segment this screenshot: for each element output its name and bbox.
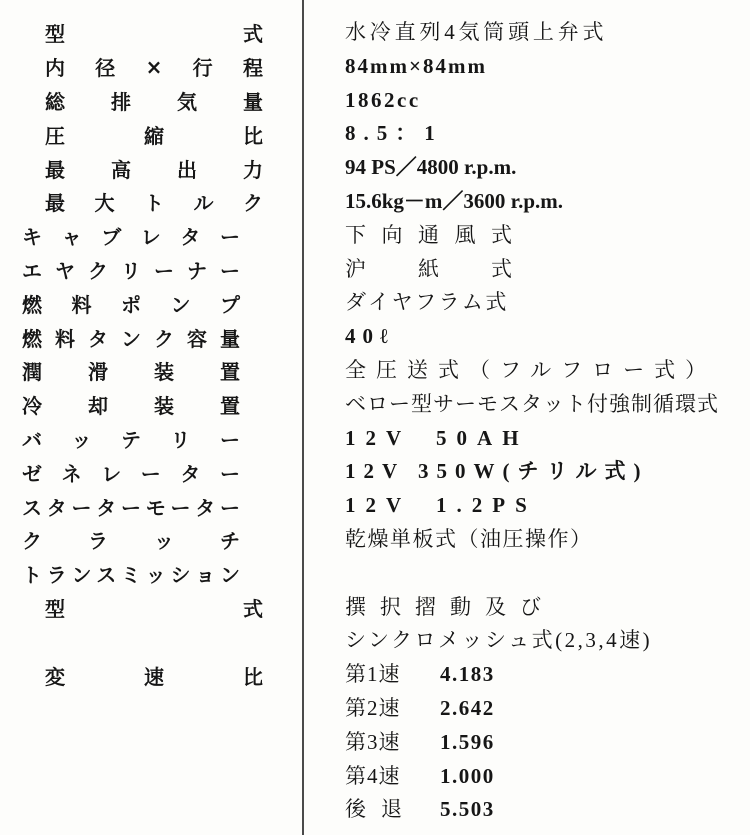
spec-value: 15.6kg－m／3600 r.p.m.: [345, 188, 563, 213]
spec-value: 12V 350W(チリル式): [345, 459, 649, 484]
spec-label: 燃 料 ポ ン プ: [22, 292, 240, 317]
spec-row: [0, 523, 750, 557]
gear-ratio-row: [0, 760, 750, 794]
spec-label: エ ヤ ク リ ー ナ ー: [22, 258, 240, 283]
spec-value: 全圧送式（フルフロー式）: [345, 357, 717, 382]
spec-row: [0, 84, 750, 118]
gear-ratio-value: 1.596: [440, 729, 495, 754]
gear-name: 第3速: [345, 729, 401, 754]
gear-ratio-row: [0, 793, 750, 827]
spec-row: [0, 253, 750, 287]
gear-ratio-value: 1.000: [440, 763, 495, 788]
spec-row: [0, 286, 750, 320]
spec-value: 40ℓ: [345, 324, 395, 349]
spec-label: 総 排 気 量: [45, 89, 263, 114]
spec-label: 潤 滑 装 置: [22, 360, 240, 385]
transmission-type-label: 型 式: [45, 596, 263, 621]
spec-label: ス タ ー タ ー モ ー タ ー: [22, 495, 240, 520]
spec-label: 冷 却 装 置: [22, 394, 240, 419]
transmission-type-row: [0, 624, 750, 658]
spec-row: [0, 50, 750, 84]
spec-row: [0, 354, 750, 388]
spec-value: 12V 50AH: [345, 425, 529, 450]
spec-row: [0, 455, 750, 489]
gear-ratio-value: 5.503: [440, 797, 495, 822]
spec-row: [0, 185, 750, 219]
transmission-label: ト ラ ン ス ミ ッ シ ョ ン: [22, 563, 240, 588]
spec-table: [0, 16, 750, 827]
spec-value: ダイヤフラム式: [345, 290, 509, 315]
gear-name: 第1速: [345, 662, 401, 687]
spec-row: [0, 320, 750, 354]
spec-value: 1862cc: [345, 87, 421, 112]
spec-label: 内 径 × 行 程: [45, 54, 263, 81]
transmission-type-value: シンクロメッシュ式(2,3,4速): [345, 628, 653, 653]
gear-ratio-row: [0, 692, 750, 726]
transmission-row: [0, 557, 750, 591]
gear-ratio-row: [0, 726, 750, 760]
spec-value: 水冷直列4気筒頭上弁式: [345, 20, 608, 44]
spec-value: 94 PS／4800 r.p.m.: [345, 155, 517, 180]
spec-row: [0, 151, 750, 185]
spec-value: 12V 1.2PS: [345, 493, 537, 518]
spec-value: 沪 紙 式: [345, 256, 512, 281]
gear-ratio-row: [0, 658, 750, 692]
spec-row: [0, 489, 750, 523]
gear-ratio-value: 4.183: [440, 662, 495, 687]
gear-name: 第4速: [345, 763, 401, 788]
spec-value: ベロー型サーモスタット付強制循環式: [345, 391, 719, 416]
spec-label: 燃 料 タ ン ク 容 量: [22, 326, 240, 351]
spec-row: [0, 422, 750, 456]
spec-row: [0, 388, 750, 422]
spec-value: 8.5：1: [345, 121, 443, 146]
spec-label: バ ッ テ リ ー: [22, 427, 240, 452]
spec-label: 型 式: [45, 22, 263, 47]
spec-row: [0, 16, 750, 50]
gear-name: 第2速: [345, 695, 401, 720]
spec-label: 圧 縮 比: [45, 123, 263, 148]
spec-value: 84mm×84mm: [345, 53, 487, 78]
spec-label: ク ラ ッ チ: [22, 529, 240, 554]
gear-name: 後 退: [345, 797, 402, 822]
spec-value: 下 向 通 風 式: [345, 222, 512, 247]
spec-value: 乾燥単板式（油圧操作）: [345, 526, 593, 551]
spec-row: [0, 117, 750, 151]
gear-ratio-value: 2.642: [440, 695, 495, 720]
spec-label: 最 大 ト ル ク: [45, 191, 263, 216]
transmission-type-value: 撰択摺動及び: [345, 594, 555, 619]
spec-label: キ ャ ブ レ タ ー: [22, 225, 240, 250]
gear-ratio-label: 変 速 比: [45, 664, 263, 689]
spec-row: [0, 219, 750, 253]
transmission-type-row: [0, 591, 750, 625]
spec-label: 最 高 出 力: [45, 157, 263, 182]
spec-label: ゼ ネ レ ー タ ー: [22, 461, 240, 486]
